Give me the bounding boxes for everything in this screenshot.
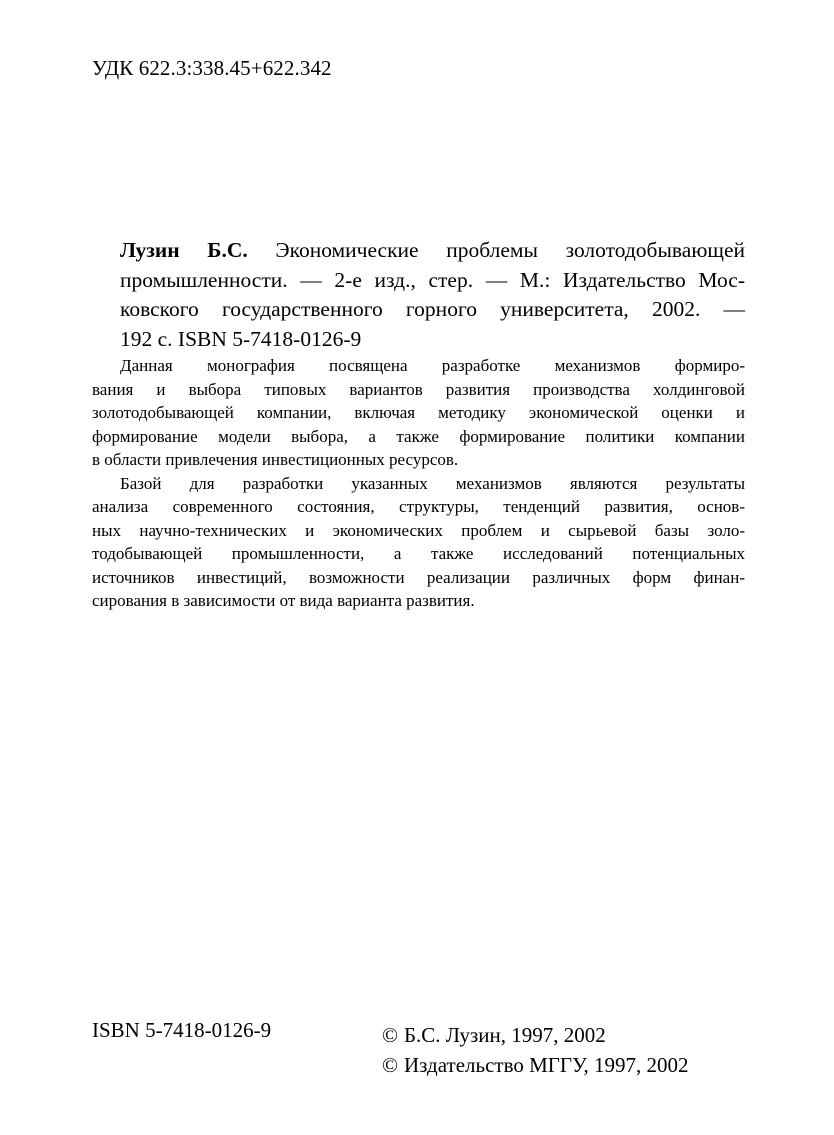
- abstract-line: формирование модели выбора, а также формирование политики компании: [92, 426, 745, 446]
- copyright-block: [382, 1020, 688, 1080]
- udk-code: УДК 622.3:338.45+622.342: [92, 56, 332, 80]
- biblio-line: 192 с. ISBN 5-7418-0126-9: [120, 326, 362, 351]
- abstract-line: ных научно-технических и экономических проблем и сырьевой базы золо-: [92, 520, 745, 540]
- abstract-paragraph: [92, 472, 745, 613]
- bibliographic-description: [120, 236, 745, 354]
- biblio-line: промышленности. — 2-е изд., стер. — М.: Издательство Мос-: [120, 267, 745, 292]
- abstract-line: тодобывающей промышленности, а также исследований потенциальных: [92, 544, 745, 563]
- abstract-line: анализа современного состояния, структуры, тенденций развития, основ-: [92, 497, 745, 516]
- copyright-publisher: [382, 1050, 688, 1080]
- isbn: ISBN 5-7418-0126-9: [92, 1018, 272, 1042]
- biblio-line: [120, 236, 745, 266]
- copyright-icon: ©: [382, 1023, 398, 1047]
- copyright-icon: ©: [382, 1053, 398, 1077]
- copyright-author: [382, 1020, 688, 1050]
- biblio-title-text: Экономические проблемы золотодобывающей: [247, 238, 745, 262]
- biblio-line: ковского государственного горного университета, 2002. —: [120, 297, 745, 321]
- abstract-line: Базой для разработки указанных механизмов являются результаты: [120, 473, 745, 493]
- abstract-paragraph: [92, 354, 745, 472]
- copyright-author-text: Б.С. Лузин, 1997, 2002: [403, 1023, 606, 1047]
- abstract-line: Данная монография посвящена разработке механизмов формиро-: [120, 356, 745, 375]
- author-name: Лузин Б.С.: [120, 238, 248, 262]
- abstract-line: вания и выбора типовых вариантов развития производства холдинговой: [92, 379, 745, 399]
- abstract-line: сирования в зависимости от вида варианта развития.: [92, 591, 475, 610]
- copyright-publisher-text: Издательство МГГУ, 1997, 2002: [403, 1053, 689, 1077]
- abstract: [92, 354, 745, 613]
- abstract-line: источников инвестиций, возможности реализации различных форм финан-: [92, 567, 745, 587]
- abstract-line: в области привлечения инвестиционных ресурсов.: [92, 450, 459, 469]
- abstract-line: золотодобывающей компании, включая методику экономической оценки и: [92, 403, 745, 422]
